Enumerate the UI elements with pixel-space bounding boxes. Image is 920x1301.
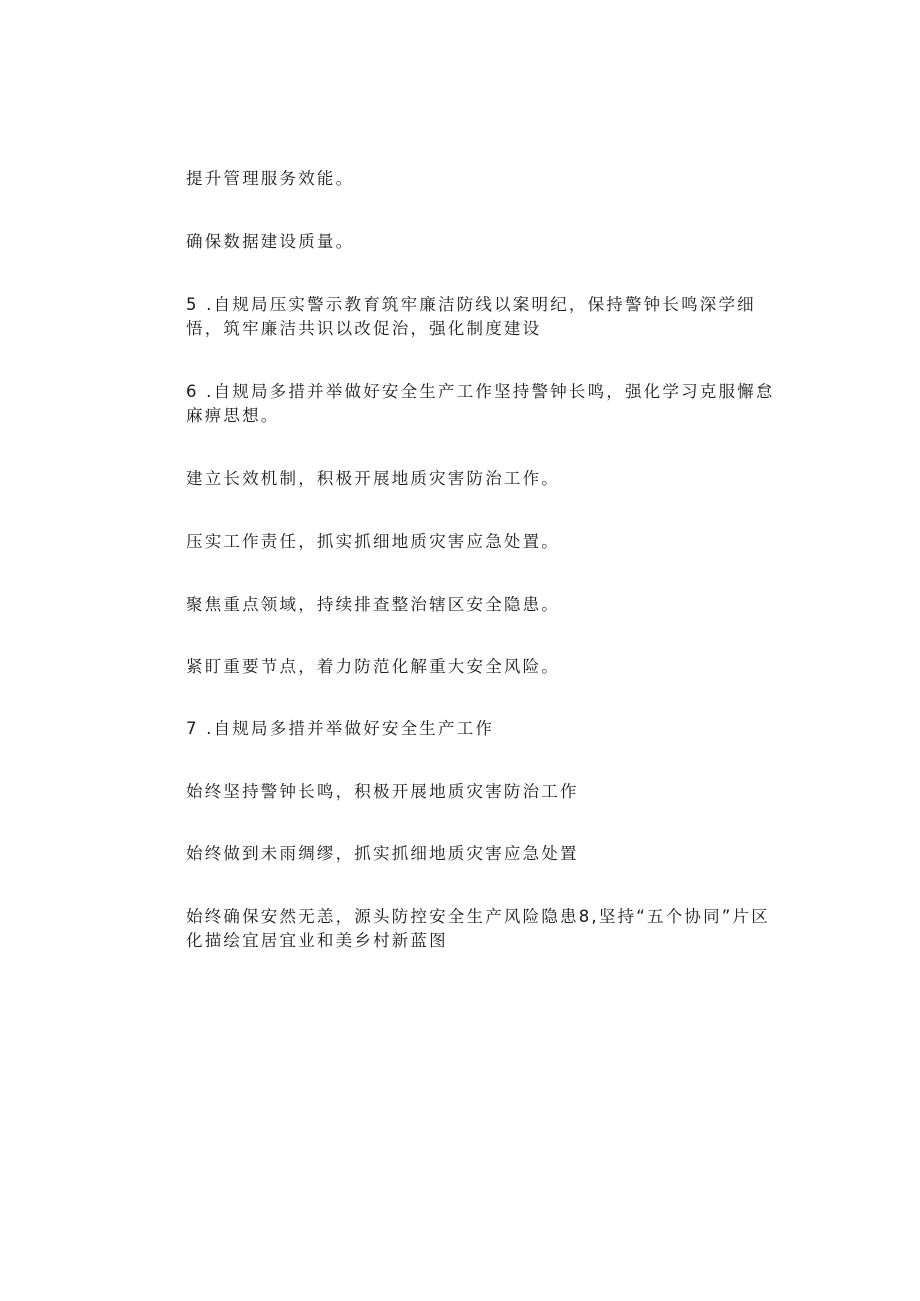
paragraph-2: 确保数据建设质量。 — [186, 232, 355, 251]
paragraph-3: 5 .自规局压实警示教育筑牢廉洁防线以案明纪，保持警钟长鸣深学细悟，筑牢廉洁共识以改促治，强化制度建设 — [186, 295, 756, 338]
paragraph-7: 聚焦重点领域，持续排查整治辖区安全隐患。 — [186, 595, 560, 614]
paragraph-4: 6 .自规局多措并举做好安全生产工作坚持警钟长鸣，强化学习克服懈怠麻痹思想。 — [186, 382, 775, 425]
paragraph-5: 建立长效机制，积极开展地质灾害防治工作。 — [186, 469, 560, 488]
paragraph-8: 紧盯重要节点，着力防范化解重大安全风险。 — [186, 657, 560, 676]
paragraph-6: 压实工作责任，抓实抓细地质灾害应急处置。 — [186, 532, 560, 551]
paragraph-9: 7 .自规局多措并举做好安全生产工作 — [186, 719, 495, 738]
paragraph-12: 始终确保安然无恙，源头防控安全生产风险隐患8,坚持“五个协同”片区化描绘宜居宜业和美乡村新蓝图 — [186, 907, 770, 950]
paragraph-11: 始终做到未雨绸缪，抓实抓细地质灾害应急处置 — [186, 844, 579, 863]
paragraph-1: 提升管理服务效能。 — [186, 169, 355, 188]
paragraph-10: 始终坚持警钟长鸣，积极开展地质灾害防治工作 — [186, 782, 579, 801]
